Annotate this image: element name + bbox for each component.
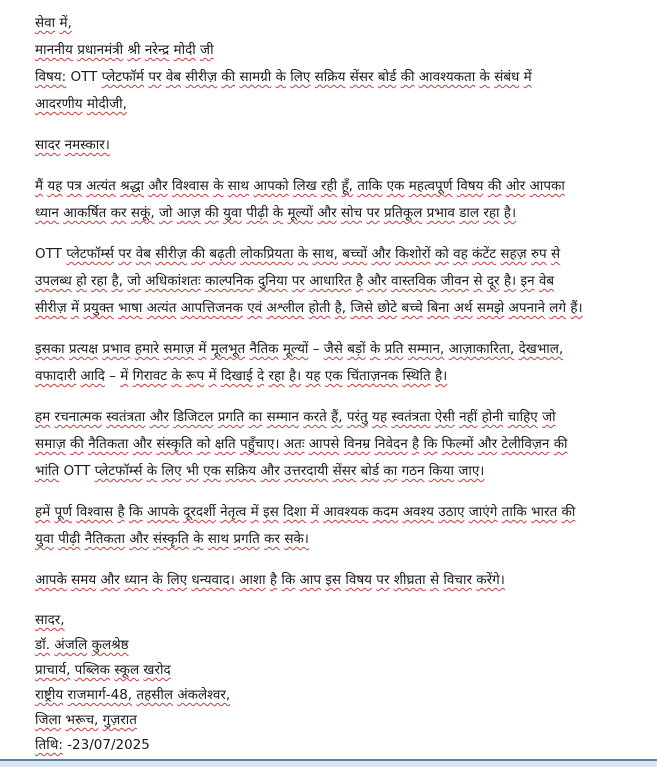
spellcheck-flagged-word: निवेदन	[374, 436, 408, 452]
spellcheck-flagged-word: कुलश्रेष्ठ	[91, 637, 129, 653]
spellcheck-flagged-word: दूर	[486, 273, 500, 289]
spellcheck-flagged-word: है	[355, 273, 364, 289]
spellcheck-flagged-word: मोदी	[173, 42, 196, 58]
spellcheck-flagged-word: दिशा	[283, 504, 307, 520]
spellcheck-flagged-word: वास्तविक	[390, 273, 437, 289]
spellcheck-flagged-word: प्रभाव	[426, 205, 455, 221]
spellcheck-flagged-word: शीघ्रता	[393, 572, 426, 588]
spellcheck-flagged-word: अत्यंत	[146, 300, 177, 316]
spellcheck-flagged-word: युवा	[35, 531, 54, 547]
spellcheck-flagged-word: सामग्री	[239, 69, 272, 85]
spellcheck-flagged-word: सीरीज़	[185, 69, 217, 85]
spellcheck-flagged-word: में	[250, 504, 259, 520]
spellcheck-flagged-word: नरेन्द्र	[144, 42, 170, 58]
spellcheck-flagged-word: और	[317, 205, 337, 221]
spellcheck-flagged-word: से	[473, 273, 483, 289]
spellcheck-flagged-word: है,	[334, 300, 347, 316]
spellcheck-flagged-word: पर	[291, 273, 305, 289]
spellcheck-flagged-word: इसका	[35, 341, 65, 357]
spellcheck-flagged-word: के	[171, 368, 182, 384]
spellcheck-flagged-word: सक्रिय	[225, 463, 257, 479]
spellcheck-flagged-word: समाज़	[35, 436, 66, 452]
spellcheck-flagged-word: अश्लील	[266, 300, 305, 316]
spellcheck-flagged-word: आपके	[35, 572, 67, 588]
spellcheck-flagged-word: भारत	[531, 504, 558, 520]
spellcheck-flagged-word: और	[477, 436, 498, 452]
spellcheck-flagged-word: साथ,	[312, 246, 338, 262]
spellcheck-flagged-word: दिखाई	[220, 368, 253, 384]
spellcheck-flagged-word: हूँ,	[341, 178, 353, 194]
spellcheck-flagged-word: आधारित	[309, 273, 352, 289]
spellcheck-flagged-word: स्वतंत्रता	[391, 409, 431, 425]
signature-name	[35, 633, 631, 658]
spellcheck-flagged-word: में,	[59, 15, 72, 31]
spellcheck-flagged-word: पर	[118, 246, 132, 262]
spellcheck-flagged-word: है	[269, 572, 278, 588]
spellcheck-flagged-word: सक्रिय	[314, 69, 346, 85]
spellcheck-flagged-word: हम	[35, 409, 51, 425]
spellcheck-flagged-word: वफादारी	[35, 368, 77, 384]
spellcheck-flagged-word: हमें	[35, 504, 51, 520]
spellcheck-flagged-word: जो	[158, 205, 173, 221]
spellcheck-flagged-word: कि	[128, 504, 143, 520]
spellcheck-flagged-word: से	[551, 246, 561, 262]
spellcheck-flagged-word: के	[146, 463, 158, 479]
spellcheck-flagged-word: दूरदर्शी	[183, 504, 216, 520]
spellcheck-flagged-word: और	[371, 246, 391, 262]
spellcheck-flagged-word: की	[221, 69, 236, 85]
spellcheck-flagged-word: अर्थ	[453, 300, 473, 316]
paragraph-moral-impact: इसका प्रत्यक्ष प्रभाव हमारे समाज़ में मूलभूत नैतिक मूल्यों – जैसे बड़ों के प्रति सम्मान, आज़ाकारिता, देखभाल, वफादारी आदि – में गिरावट के रूप में दिखाई दे रहा है। यह एक चिंताज़नक स्थिति है।	[35, 341, 564, 384]
spellcheck-flagged-word: नहीं	[459, 409, 478, 425]
spellcheck-flagged-word: उठाए	[438, 504, 465, 520]
spellcheck-flagged-word: लिख	[292, 178, 317, 194]
paragraph-intro	[35, 173, 631, 227]
spellcheck-flagged-word: धन्यवाद।	[191, 572, 235, 588]
spellcheck-flagged-word: रुप	[530, 246, 547, 262]
spellcheck-flagged-word: श्रद्धा	[120, 178, 144, 194]
spellcheck-flagged-word: प्रत्यक्ष	[68, 341, 99, 357]
spellcheck-flagged-word: तहसील	[136, 687, 174, 703]
spellcheck-flagged-word: कर	[264, 531, 281, 547]
spellcheck-flagged-word: फिल्मों	[441, 436, 474, 452]
spellcheck-flagged-word: माननीय	[35, 42, 73, 58]
spellcheck-flagged-word: में	[523, 69, 532, 85]
spellcheck-flagged-word: अपनाने	[508, 300, 545, 316]
spellcheck-flagged-word: सकूं,	[130, 205, 155, 221]
spellcheck-flagged-word: संबंध	[494, 69, 520, 85]
spellcheck-flagged-word: सादर	[35, 137, 61, 153]
spellcheck-flagged-word: अंकलेश्वर,	[177, 687, 231, 703]
spellcheck-flagged-word: वेब	[538, 273, 555, 289]
spellcheck-flagged-word: साथ	[227, 178, 250, 194]
spellcheck-flagged-word: जी	[200, 42, 214, 58]
spellcheck-flagged-word: विषय	[456, 178, 484, 194]
spellcheck-flagged-word: सीरीज़	[155, 246, 187, 262]
spellcheck-flagged-word: चिंताज़नक	[346, 368, 399, 384]
spellcheck-flagged-word: मूलभूत	[210, 341, 246, 357]
signature-block	[35, 608, 631, 758]
spellcheck-flagged-word: हो	[76, 273, 87, 289]
spellcheck-flagged-word: आपत्तिजनक	[180, 300, 243, 316]
spellcheck-flagged-word: जो	[127, 273, 141, 289]
spellcheck-flagged-word: रहा	[483, 205, 500, 221]
spellcheck-flagged-word: कि	[281, 572, 296, 588]
spellcheck-flagged-word: संस्कृति	[156, 436, 193, 452]
spellcheck-flagged-word: भी	[185, 463, 199, 479]
spellcheck-flagged-word: से	[429, 572, 440, 588]
spellcheck-flagged-word: उत्तरदायी	[284, 463, 329, 479]
spellcheck-flagged-word: पहुँचाए।	[239, 436, 280, 452]
spellcheck-flagged-word: और	[132, 436, 153, 452]
spellcheck-flagged-word: एक	[203, 463, 221, 479]
spellcheck-flagged-word: एक	[386, 178, 405, 194]
spellcheck-flagged-word: आवश्यकता	[418, 69, 476, 85]
spellcheck-flagged-word: के	[152, 572, 163, 588]
spellcheck-flagged-word: पर	[148, 69, 162, 85]
spellcheck-flagged-word: के	[479, 69, 490, 85]
spellcheck-flagged-word: पत्र	[66, 178, 82, 194]
paragraph-ott-content: OTT प्लेटफॉर्म्स पर वेब सीरीज़ की बढ़ती लोकप्रियता के साथ, बच्चों और किशोरों को वह कंटेंट सहज़ रुप से उपलब्ध हो रहा है, जो अधिकांशतः काल्पनिक दुनिया पर आधारित है और वास्तविक जीवन से दूर है। इन वेब सीरीज़ में प्रयुक्त भाषा अत्यंत आपत्तिजनक एवं अश्लील होती है, जिसे छोटे बच्चे बिना अर्थ समझे अपनाने लगे हैं।	[35, 246, 583, 316]
paragraph-censor-board-request: हम रचनात्मक स्वतंत्रता और डिजिटल प्रगति का सम्मान करते हैं, परंतु यह स्वतंत्रता ऐसी नहीं होनी चाहिए जो समाज़ की नैतिकता और संस्कृति को क्षति पहुँचाए। अतः आपसे विनम्र निवेदन है कि फिल्मों और टेलीविज़न की भांति OTT प्लेटफॉर्म्स के लिए भी एक सक्रिय और उत्तरदायी सेंसर बोर्ड का गठन किया जाए।	[35, 409, 568, 479]
spellcheck-flagged-word: गिरावट	[132, 368, 168, 384]
spellcheck-flagged-word: के	[272, 205, 284, 221]
spellcheck-flagged-word: उपलब्ध	[35, 273, 72, 289]
recipient-and-subject-block: सेवा में, माननीय प्रधानमंत्री श्री नरेन्द्र मोदी जी विषय: OTT प्लेटफॉर्म पर वेब सीरीज़ की सामग्री के लिए सक्रिय सेंसर बोर्ड की आवश्यकता के संबंध में आदरणीय मोदीजी,	[35, 15, 532, 112]
spellcheck-flagged-word: खरोद	[143, 662, 171, 678]
spellcheck-flagged-word: बोर्ड	[360, 463, 380, 479]
spellcheck-flagged-word: सेवा	[35, 15, 56, 31]
spellcheck-flagged-word: ऐसी	[434, 409, 455, 425]
signature-address-line1	[35, 683, 631, 708]
spellcheck-flagged-word: यह	[372, 409, 388, 425]
spellcheck-flagged-word: हमारे	[134, 341, 160, 357]
spellcheck-flagged-word: में	[120, 368, 129, 384]
spellcheck-flagged-word: रूप	[186, 368, 205, 384]
spellcheck-flagged-word: डिजिटल	[173, 409, 214, 425]
spellcheck-flagged-word: ध्यान	[124, 572, 149, 588]
spellcheck-flagged-word: और	[100, 572, 120, 588]
spellcheck-flagged-word: गठन	[401, 463, 425, 479]
spellcheck-flagged-word: सहज़	[500, 246, 527, 262]
spellcheck-flagged-word: किया	[428, 463, 455, 479]
spellcheck-flagged-word: सके।	[284, 531, 309, 547]
spellcheck-flagged-word: की	[561, 504, 576, 520]
paragraph-thanks	[35, 567, 631, 594]
spellcheck-flagged-word: रहा	[91, 273, 108, 289]
spellcheck-flagged-word: और	[260, 463, 280, 479]
spellcheck-flagged-word: सम्मान,	[407, 341, 445, 357]
spellcheck-flagged-word: विचार	[443, 572, 472, 588]
spellcheck-flagged-word: प्रधानमंत्री	[77, 42, 124, 58]
spellcheck-flagged-word: और	[367, 273, 387, 289]
signature-title	[35, 658, 631, 683]
spellcheck-flagged-word: है।	[435, 368, 448, 384]
spellcheck-flagged-word: एवं	[247, 300, 263, 316]
spellcheck-flagged-word: सम्मान	[266, 409, 299, 425]
spellcheck-flagged-word: पूर्ण	[54, 504, 72, 520]
spellcheck-flagged-word: इस	[325, 572, 342, 588]
spellcheck-flagged-word: अंजलि	[54, 637, 88, 653]
spellcheck-flagged-word: समझे	[476, 300, 505, 316]
paragraph-trust-in-leadership	[35, 499, 631, 553]
spellcheck-flagged-word: प्रगति	[217, 409, 245, 425]
spellcheck-flagged-word: पर	[366, 205, 380, 221]
spellcheck-flagged-word: के	[275, 69, 286, 85]
spellcheck-flagged-word: मूल्यों	[282, 341, 309, 357]
spellcheck-flagged-word: है	[412, 436, 420, 452]
spellcheck-flagged-word: में	[198, 341, 207, 357]
spellcheck-flagged-word: युवा	[223, 205, 242, 221]
spellcheck-flagged-word: कि	[423, 436, 438, 452]
spellcheck-flagged-word: बोर्ड	[377, 69, 397, 85]
spellcheck-flagged-word: आज़	[176, 205, 201, 221]
spellcheck-flagged-word: प्लेटफॉर्म्स	[66, 246, 114, 262]
spellcheck-flagged-word: पर	[376, 572, 390, 588]
spellcheck-flagged-word: विनम्र	[343, 436, 371, 452]
spellcheck-flagged-word: चाहिए	[507, 409, 538, 425]
spellcheck-flagged-word: जाएंगे	[468, 504, 498, 520]
closing-salutation	[35, 608, 631, 633]
spellcheck-flagged-word: इस	[263, 504, 279, 520]
spellcheck-flagged-word: राजमार्ग-48,	[67, 687, 133, 703]
spellcheck-flagged-word: यह	[305, 368, 321, 384]
spellcheck-flagged-word: और	[129, 531, 149, 547]
spellcheck-flagged-word: डॉ.	[35, 637, 51, 653]
spellcheck-flagged-word: सादर,	[35, 612, 65, 628]
spellcheck-flagged-word: प्रभाव	[102, 341, 131, 357]
spellcheck-flagged-word: अतः	[283, 436, 305, 452]
spellcheck-flagged-word: आवश्यक	[323, 504, 369, 520]
spellcheck-flagged-word: लगे	[549, 300, 567, 316]
spellcheck-flagged-word: संस्कृति	[152, 531, 189, 547]
spellcheck-flagged-word: में	[310, 504, 319, 520]
spellcheck-flagged-word: की	[487, 178, 502, 194]
spellcheck-flagged-word: प्रति	[384, 341, 404, 357]
spellcheck-flagged-word: नैतिक	[249, 341, 279, 357]
spellcheck-flagged-word: भांति	[35, 463, 60, 479]
spellcheck-flagged-word: भाषा	[118, 300, 143, 316]
spellcheck-flagged-word: ताकि	[501, 504, 527, 520]
spellcheck-flagged-word: और	[149, 409, 169, 425]
spellcheck-flagged-word: बिना	[427, 300, 450, 316]
spellcheck-flagged-word: स्थिति	[402, 368, 431, 384]
spellcheck-flagged-word: वेब	[165, 69, 182, 85]
spellcheck-flagged-word: मूल्यों	[287, 205, 314, 221]
spellcheck-flagged-word: आपका	[529, 178, 565, 194]
spellcheck-flagged-word: सोच	[340, 205, 363, 221]
spellcheck-flagged-word: आदरणीय	[35, 96, 83, 112]
spellcheck-flagged-word: नमस्कार।	[64, 137, 110, 153]
spellcheck-flagged-word: छोटे	[377, 300, 398, 316]
spellcheck-flagged-word: कंटेंट	[472, 246, 497, 262]
spellcheck-flagged-word: दे	[256, 368, 265, 384]
spellcheck-flagged-word: एक	[324, 368, 343, 384]
spellcheck-flagged-word: की	[191, 246, 206, 262]
spellcheck-flagged-word: क्षति	[214, 436, 236, 452]
spellcheck-flagged-word: जिसे	[350, 300, 374, 316]
spellcheck-flagged-word: दुनिया	[257, 273, 288, 289]
spellcheck-flagged-word: डाल	[459, 205, 480, 221]
signature-address-line2	[35, 708, 631, 733]
spellcheck-flagged-word: टेलीविज़न	[501, 436, 550, 452]
spellcheck-flagged-word: पब्लिक	[74, 662, 111, 678]
spellcheck-flagged-word: जिला	[35, 712, 62, 728]
spellcheck-flagged-word: सेंसर	[349, 69, 374, 85]
spellcheck-flagged-word: में	[70, 300, 80, 316]
spellcheck-flagged-word: किशोरों	[395, 246, 431, 262]
spellcheck-flagged-word: प्रगति	[233, 531, 260, 547]
spellcheck-flagged-word: को	[196, 436, 211, 452]
spellcheck-flagged-word: लिए	[290, 69, 311, 85]
spellcheck-flagged-word: आपसे	[308, 436, 340, 452]
spellcheck-flagged-word: और	[148, 178, 168, 194]
spellcheck-flagged-word: जो	[542, 409, 556, 425]
spellcheck-flagged-word: अत्यंत	[86, 178, 116, 194]
spellcheck-flagged-word: की	[400, 69, 415, 85]
spellcheck-flagged-word: विषय:	[35, 69, 67, 85]
greeting-line	[35, 132, 631, 159]
spellcheck-flagged-word: कदम	[372, 504, 399, 520]
spellcheck-flagged-word: प्राचार्य,	[35, 662, 71, 678]
spellcheck-flagged-word: ध्यान	[35, 205, 59, 221]
spellcheck-flagged-word: जीवन	[440, 273, 470, 289]
spellcheck-flagged-word: यह	[47, 178, 63, 194]
spellcheck-flagged-word: महत्वपूर्ण	[408, 178, 453, 194]
spellcheck-flagged-word: नैतिकता	[84, 531, 125, 547]
spellcheck-flagged-word: पीढ़ी	[58, 531, 81, 547]
spellcheck-flagged-word: लिए	[161, 463, 182, 479]
spellcheck-flagged-word: मोदीजी,	[86, 96, 127, 112]
spellcheck-flagged-word: है,	[111, 273, 123, 289]
spellcheck-flagged-word: बढ़ती	[209, 246, 236, 262]
spellcheck-flagged-word: वह	[453, 246, 468, 262]
spellcheck-flagged-word: की	[70, 436, 84, 452]
spellcheck-flagged-word: श्री	[127, 42, 141, 58]
spellcheck-flagged-word: होनी	[481, 409, 504, 425]
spellcheck-flagged-word: समाज़	[163, 341, 195, 357]
spellcheck-flagged-word: अधिकांशतः	[145, 273, 201, 289]
spellcheck-flagged-word: आप	[299, 572, 321, 588]
spellcheck-flagged-word: विश्वास	[76, 504, 114, 520]
spellcheck-flagged-word: ओर	[505, 178, 526, 194]
spellcheck-flagged-word: के	[213, 178, 224, 194]
spellcheck-flagged-word: भरूच,	[65, 712, 99, 728]
horizontal-scrollbar-track[interactable]	[0, 759, 657, 767]
spellcheck-flagged-word: आज़ाकारिता,	[448, 341, 515, 357]
spellcheck-flagged-word: विषय	[345, 572, 372, 588]
spellcheck-flagged-word: वेब	[135, 246, 151, 262]
spellcheck-flagged-word: समय	[71, 572, 97, 588]
spellcheck-flagged-word: करेंगे।	[476, 572, 505, 588]
spellcheck-flagged-word: मैं	[35, 178, 44, 194]
spellcheck-flagged-word: आकर्षित	[63, 205, 107, 221]
spellcheck-flagged-word: देखभाल,	[518, 341, 564, 357]
spellcheck-flagged-word: सीरीज़	[35, 300, 67, 316]
spellcheck-flagged-word: हैं,	[331, 409, 343, 425]
spellcheck-flagged-word: लोकप्रियता	[240, 246, 294, 262]
spellcheck-flagged-word: की	[553, 436, 568, 452]
spellcheck-flagged-word: ताकि	[357, 178, 383, 194]
spellcheck-flagged-word: रचनात्मक	[54, 409, 102, 425]
spellcheck-flagged-word: करते	[303, 409, 327, 425]
spellcheck-flagged-word: प्रयुक्त	[83, 300, 114, 316]
spellcheck-flagged-word: को	[434, 246, 449, 262]
spellcheck-flagged-word: राष्ट्रीय	[35, 687, 64, 703]
spellcheck-flagged-word: बड़ों	[347, 341, 366, 357]
spellcheck-flagged-word: का	[248, 409, 263, 425]
spellcheck-flagged-word: रहा	[268, 368, 285, 384]
spellcheck-flagged-word: आपको	[253, 178, 289, 194]
spellcheck-flagged-word: लिए	[166, 572, 188, 588]
spellcheck-flagged-word: प्लेटफॉर्म्स	[94, 463, 143, 479]
spellcheck-flagged-word: आपके	[147, 504, 179, 520]
spellcheck-flagged-word: होती	[308, 300, 331, 316]
spellcheck-flagged-word: के	[369, 341, 381, 357]
spellcheck-flagged-word: में	[208, 368, 217, 384]
spellcheck-flagged-word: स्वतंत्रता	[106, 409, 146, 425]
spellcheck-flagged-word: प्रतिकूल	[383, 205, 423, 221]
spellcheck-flagged-word: बच्चे	[401, 300, 423, 316]
spellcheck-flagged-word: प्लेटफॉर्म	[101, 69, 145, 85]
spellcheck-flagged-word: इन	[520, 273, 535, 289]
spellcheck-flagged-word: आशा	[239, 572, 266, 588]
spellcheck-flagged-word: कर	[110, 205, 127, 221]
spellcheck-flagged-word: जैसे	[323, 341, 343, 357]
spellcheck-flagged-word: पीढ़ी	[246, 205, 269, 221]
spellcheck-flagged-word: की	[204, 205, 219, 221]
spellcheck-flagged-word: परंतु	[346, 409, 368, 425]
spellcheck-flagged-word: हैं।	[570, 300, 583, 316]
spellcheck-flagged-word: काल्पनिक	[204, 273, 254, 289]
spellcheck-flagged-word: गुज़रात	[102, 712, 137, 728]
spellcheck-flagged-word: साथ	[207, 531, 230, 547]
spellcheck-flagged-word: के	[297, 246, 309, 262]
spellcheck-flagged-word: जाए।	[458, 463, 485, 479]
spellcheck-flagged-word: सेंसर	[332, 463, 357, 479]
spellcheck-flagged-word: अवश्य	[402, 504, 434, 520]
spellcheck-flagged-word: है	[117, 504, 125, 520]
spellcheck-flagged-word: स्कूल	[114, 662, 140, 678]
spellcheck-flagged-word: के	[193, 531, 204, 547]
spellcheck-flagged-word: रही	[320, 178, 338, 194]
spellcheck-flagged-word: है।	[503, 273, 517, 289]
spellcheck-flagged-word: विश्वास	[171, 178, 209, 194]
spellcheck-flagged-word: आदि	[80, 368, 105, 384]
spellcheck-flagged-word: का	[383, 463, 398, 479]
spellcheck-flagged-word: नैतिकता	[88, 436, 129, 452]
spellcheck-flagged-word: नेतृत्व	[220, 504, 247, 520]
spellcheck-flagged-word: बच्चों	[342, 246, 368, 262]
spellcheck-flagged-word: है।	[503, 205, 517, 221]
spellcheck-flagged-word: है।	[288, 368, 302, 384]
spellcheck-flagged-word: तिथि:	[35, 737, 63, 753]
date-line: तिथि: -23/07/2025	[35, 737, 150, 753]
